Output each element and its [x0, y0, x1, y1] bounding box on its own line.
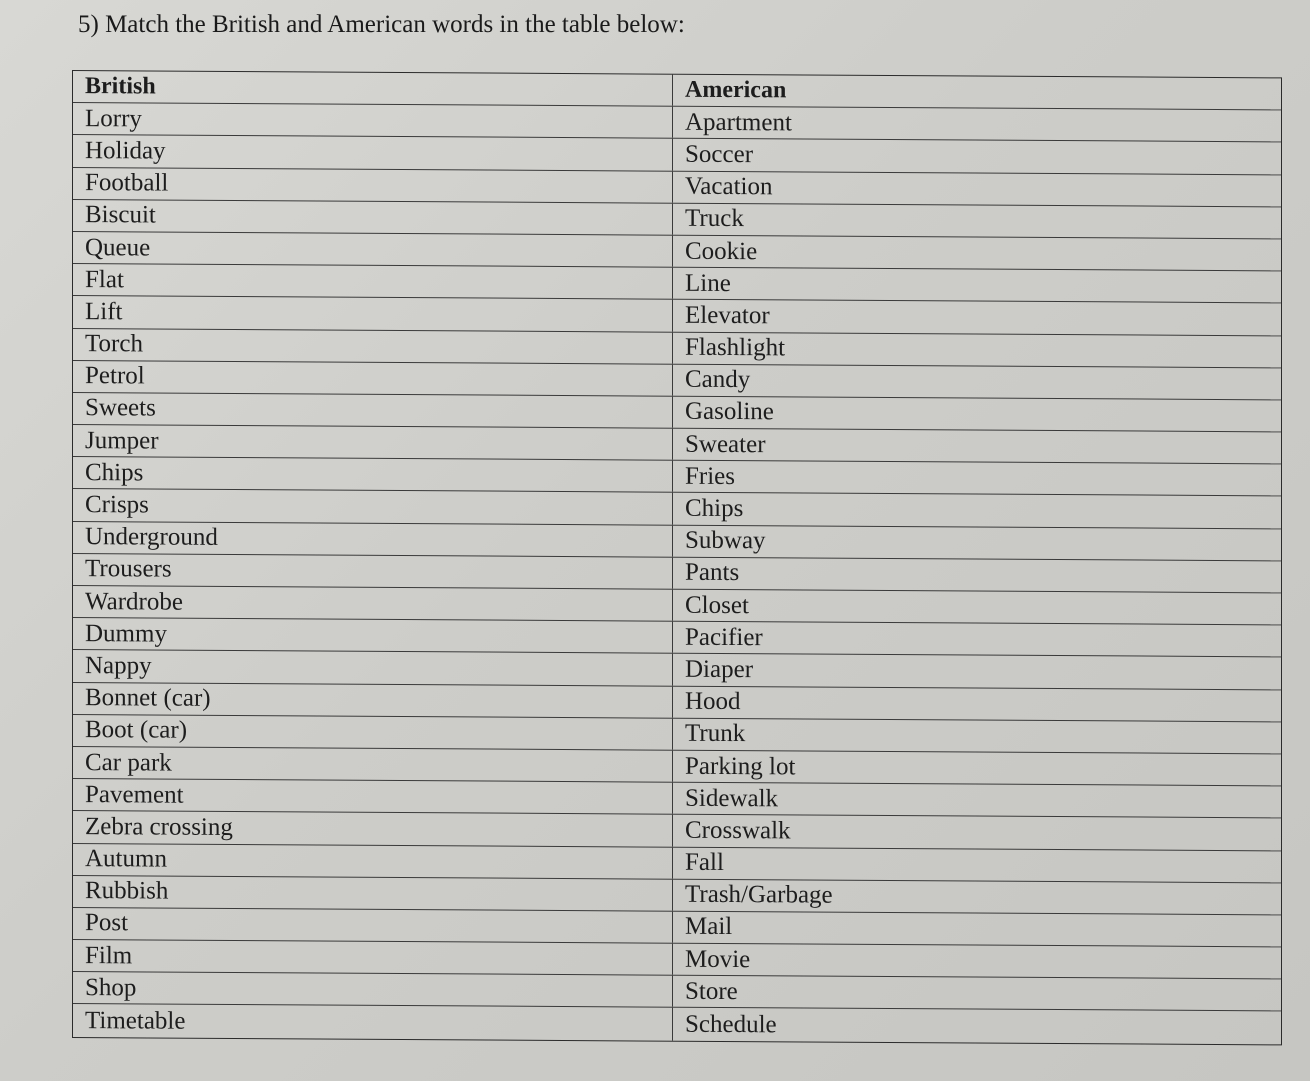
american-word-cell: Diaper [685, 655, 754, 684]
american-word-cell: Soccer [685, 140, 754, 169]
british-word-cell: Car park [73, 747, 673, 782]
british-word-cell: Timetable [73, 1004, 673, 1040]
british-word-cell: Autumn [73, 844, 673, 879]
american-word-cell: Apartment [685, 108, 792, 137]
british-word-cell: Wardrobe [73, 586, 673, 621]
table-row [73, 1004, 1281, 1044]
british-word-cell: Pavement [73, 779, 673, 814]
american-word-cell: Trash/Garbage [685, 881, 833, 909]
american-word-cell: Movie [685, 945, 751, 973]
british-word-cell: Torch [73, 329, 673, 364]
american-word-cell: Mail [685, 913, 733, 941]
american-word-cell: Schedule [685, 1010, 777, 1038]
british-word-cell: Dummy [73, 618, 673, 653]
american-word-cell: Candy [685, 366, 751, 394]
british-word-cell: Underground [73, 522, 673, 557]
british-word-cell: Film [73, 940, 673, 975]
british-word-cell: Bonnet (car) [73, 683, 673, 718]
british-word-cell: Chips [73, 457, 673, 492]
american-word-cell: Closet [685, 591, 749, 619]
header-british: British [73, 71, 673, 106]
american-word-cell: Vacation [685, 172, 773, 201]
american-word-cell: Pacifier [685, 623, 763, 652]
table-body [73, 103, 1281, 1044]
british-word-cell: Biscuit [73, 200, 673, 235]
british-word-cell: Flat [73, 264, 673, 299]
american-word-cell: Sweater [685, 430, 766, 458]
american-word-cell: Trunk [685, 720, 746, 748]
british-word-cell: Trousers [73, 554, 673, 589]
american-word-cell: Hood [685, 687, 741, 716]
american-word-cell: Subway [685, 526, 766, 555]
british-word-cell: Shop [73, 972, 673, 1007]
british-word-cell: Boot (car) [73, 715, 673, 750]
american-word-cell: Fall [685, 848, 724, 877]
american-word-cell: Gasoline [685, 398, 774, 426]
british-word-cell: Football [73, 168, 673, 203]
british-word-cell: Lorry [73, 103, 673, 138]
american-word-cell: Chips [685, 494, 744, 523]
american-word-cell: Flashlight [685, 333, 786, 362]
header-american: American [685, 76, 787, 104]
exercise-heading: 5) Match the British and American words in the table below: [78, 11, 685, 38]
british-word-cell: Rubbish [73, 876, 673, 911]
british-word-cell: Queue [73, 232, 673, 267]
british-word-cell: Lift [73, 296, 673, 331]
american-word-cell: Crosswalk [685, 816, 791, 845]
american-word-cell: Fries [685, 462, 735, 490]
british-word-cell: Jumper [73, 425, 673, 460]
american-word-cell: Sidewalk [685, 784, 779, 813]
american-word-cell: Pants [685, 559, 740, 587]
american-word-cell: Cookie [685, 237, 758, 265]
american-word-cell: Elevator [685, 301, 770, 330]
american-word-cell: Store [685, 977, 738, 1005]
british-word-cell: Holiday [73, 135, 673, 170]
british-word-cell: Nappy [73, 650, 673, 685]
american-word-cell: Parking lot [685, 752, 796, 780]
british-word-cell: Post [73, 908, 673, 943]
british-word-cell: Petrol [73, 361, 673, 396]
american-word-cell: Truck [685, 205, 744, 233]
british-word-cell: Zebra crossing [73, 811, 673, 846]
american-word-cell: Line [685, 269, 731, 297]
british-word-cell: Sweets [73, 393, 673, 428]
british-word-cell: Crisps [73, 489, 673, 524]
word-match-table [72, 70, 1282, 1045]
